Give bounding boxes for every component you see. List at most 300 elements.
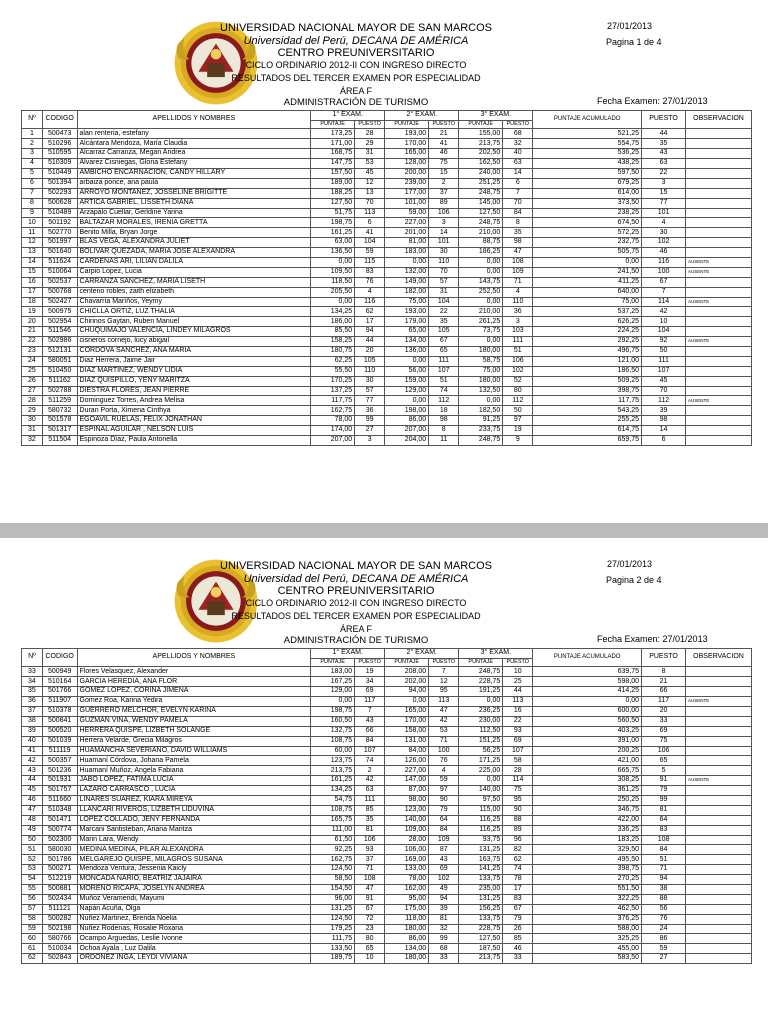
cell-exam3-score: 91,25	[459, 416, 503, 426]
cell-exam3-score: 58,75	[459, 356, 503, 366]
cell-exam2-rank: 37	[429, 188, 459, 198]
center-name: CENTRO PREUNIVERSITARIO	[277, 47, 435, 59]
cell-exam3-score: 210,00	[459, 228, 503, 238]
cell-exam1-rank: 41	[355, 228, 385, 238]
cell-final-rank: 70	[642, 386, 686, 396]
cell-observation	[686, 845, 752, 855]
cell-observation	[686, 766, 752, 776]
cell-final-rank: 63	[642, 159, 686, 169]
cell-exam3-rank: 28	[503, 766, 533, 776]
cell-exam1-score: 160,50	[311, 716, 355, 726]
cell-observation	[686, 149, 752, 159]
cell-final-rank: 112	[642, 396, 686, 406]
cell-exam1-score: 179,25	[311, 924, 355, 934]
cell-exam1-rank: 62	[355, 307, 385, 317]
cell-exam2-rank: 12	[429, 677, 459, 687]
cell-exam3-score: 0,00	[459, 337, 503, 347]
cell-exam2-rank: 81	[429, 914, 459, 924]
cell-exam1-rank: 63	[355, 786, 385, 796]
table-row	[22, 159, 752, 169]
table-row	[22, 706, 752, 716]
cell-exam2-score: 75,00	[385, 297, 429, 307]
cell-exam2-score: 134,00	[385, 944, 429, 954]
cell-exam1-rank: 53	[355, 159, 385, 169]
cell-exam1-score: 85,50	[311, 327, 355, 337]
cell-name: Ocampo Arguedas, Leslie Ivonne	[77, 934, 311, 944]
cell-exam1-score: 0,00	[311, 697, 355, 707]
cell-exam1-score: 165,75	[311, 815, 355, 825]
cell-exam1-rank: 23	[355, 924, 385, 934]
cell-total: 224,25	[533, 327, 642, 337]
cell-final-rank: 15	[642, 188, 686, 198]
cell-code: 500282	[42, 914, 77, 924]
cell-exam1-rank: 36	[355, 406, 385, 416]
cell-exam3-rank: 113	[503, 697, 533, 707]
cell-observation	[686, 287, 752, 297]
cell-exam3-rank: 71	[503, 277, 533, 287]
cell-name: Carpio Lopez, Lucia	[77, 267, 311, 277]
cell-code: 510296	[42, 139, 77, 149]
cell-code: 502537	[42, 277, 77, 287]
cell-num: 36	[22, 697, 43, 707]
cell-exam1-rank: 72	[355, 914, 385, 924]
cell-final-rank: 51	[642, 855, 686, 865]
cell-exam3-score: 213,75	[459, 954, 503, 964]
cell-name: CÓRDOVA SÁNCHEZ, ANA MARÍA	[77, 346, 311, 356]
cell-exam2-rank: 94	[429, 894, 459, 904]
table-row	[22, 944, 752, 954]
cell-final-rank: 59	[642, 944, 686, 954]
cell-exam2-rank: 89	[429, 198, 459, 208]
cell-name: Duran Porta, Ximena Cinthya	[77, 406, 311, 416]
cell-total: 421,00	[533, 756, 642, 766]
cell-exam1-score: 78,00	[311, 416, 355, 426]
cell-exam2-rank: 69	[429, 865, 459, 875]
cell-exam3-rank: 36	[503, 307, 533, 317]
cell-exam3-rank: 25	[503, 677, 533, 687]
cell-exam3-rank: 107	[503, 746, 533, 756]
cell-name: LINARES SUAREZ, KIARA MIREYA	[77, 795, 311, 805]
table-row	[22, 786, 752, 796]
cell-exam2-score: 106,00	[385, 845, 429, 855]
cell-name: Marin Lara, Wendy	[77, 835, 311, 845]
cell-final-rank: 24	[642, 924, 686, 934]
cell-exam1-score: 132,75	[311, 726, 355, 736]
cell-final-rank: 35	[642, 139, 686, 149]
cell-exam2-score: 0,00	[385, 356, 429, 366]
cell-exam1-rank: 45	[355, 168, 385, 178]
cell-exam2-score: 183,00	[385, 248, 429, 258]
university-name: UNIVERSIDAD NACIONAL MAYOR DE SAN MARCOS	[220, 22, 492, 34]
cell-exam1-rank: 31	[355, 149, 385, 159]
cell-code: 500473	[42, 129, 77, 139]
cell-exam3-score: 210,00	[459, 307, 503, 317]
cell-exam1-rank: 7	[355, 706, 385, 716]
cell-exam1-score: 161,25	[311, 776, 355, 786]
cell-exam1-score: 162,75	[311, 855, 355, 865]
cell-exam2-rank: 46	[429, 149, 459, 159]
cell-code: 512219	[42, 875, 77, 885]
cell-code: 510064	[42, 267, 77, 277]
cell-exam3-rank: 85	[503, 934, 533, 944]
cell-exam3-rank: 106	[503, 356, 533, 366]
cell-exam2-rank: 31	[429, 287, 459, 297]
cell-exam1-rank: 71	[355, 865, 385, 875]
cell-exam3-rank: 84	[503, 208, 533, 218]
cell-exam2-rank: 41	[429, 139, 459, 149]
cell-exam3-rank: 63	[503, 159, 533, 169]
cell-exam1-rank: 110	[355, 366, 385, 376]
cell-final-rank: 46	[642, 248, 686, 258]
cell-exam2-score: 149,00	[385, 277, 429, 287]
cell-exam3-rank: 96	[503, 835, 533, 845]
cell-observation	[686, 317, 752, 327]
cell-exam2-rank: 84	[429, 825, 459, 835]
report-page-2	[0, 538, 768, 1024]
col-header-exam1: 1° EXAM.	[311, 649, 385, 659]
cell-code: 580030	[42, 845, 77, 855]
cell-exam3-score: 116,25	[459, 815, 503, 825]
cell-total: 496,75	[533, 346, 642, 356]
cell-num: 55	[22, 884, 43, 894]
table-row	[22, 129, 752, 139]
cell-exam3-score: 186,25	[459, 248, 503, 258]
cell-observation	[686, 178, 752, 188]
cell-exam1-rank: 104	[355, 238, 385, 248]
cell-num: 8	[22, 198, 43, 208]
col-header-score: PUNTAJE	[385, 658, 429, 667]
col-header-rank: PUESTO	[429, 658, 459, 667]
cell-exam1-score: 131,25	[311, 904, 355, 914]
cell-code: 500841	[42, 716, 77, 726]
cell-exam1-rank: 116	[355, 297, 385, 307]
cell-observation	[686, 416, 752, 426]
cell-observation	[686, 159, 752, 169]
cell-code: 510309	[42, 159, 77, 169]
cell-num: 17	[22, 287, 43, 297]
col-header-score: PUNTAJE	[459, 658, 503, 667]
table-row	[22, 376, 752, 386]
cell-num: 29	[22, 406, 43, 416]
cell-num: 10	[22, 218, 43, 228]
program-title: ADMINISTRACIÓN DE TURISMO	[283, 635, 429, 646]
cell-final-rank: 108	[642, 835, 686, 845]
cell-exam3-score: 235,00	[459, 884, 503, 894]
table-row	[22, 677, 752, 687]
cell-exam1-rank: 107	[355, 746, 385, 756]
col-header-score: PUNTAJE	[311, 658, 355, 667]
col-header-final-rank: PUESTO	[642, 111, 686, 129]
cell-exam1-score: 108,75	[311, 805, 355, 815]
cell-num: 24	[22, 356, 43, 366]
cell-exam3-rank: 4	[503, 287, 533, 297]
cell-exam3-rank: 69	[503, 736, 533, 746]
cell-name: Chirinos Gaytan, Ruben Manuel	[77, 317, 311, 327]
table-row	[22, 884, 752, 894]
cell-code: 502843	[42, 954, 77, 964]
cell-final-rank: 45	[642, 376, 686, 386]
cell-exam3-rank: 10	[503, 667, 533, 677]
cell-code: 510449	[42, 168, 77, 178]
cell-observation	[686, 356, 752, 366]
cell-exam2-rank: 67	[429, 337, 459, 347]
cell-exam3-rank: 7	[503, 188, 533, 198]
table-row	[22, 904, 752, 914]
cell-observation	[686, 346, 752, 356]
report-date: 27/01/2013	[607, 21, 653, 31]
cell-total: 551,50	[533, 884, 642, 894]
cell-exam2-rank: 109	[429, 835, 459, 845]
cell-observation	[686, 944, 752, 954]
cell-final-rank: 86	[642, 934, 686, 944]
cell-code: 502434	[42, 894, 77, 904]
cell-total: 0,00	[533, 697, 642, 707]
cell-exam2-rank: 102	[429, 875, 459, 885]
cell-exam1-rank: 10	[355, 954, 385, 964]
cell-exam1-score: 92,25	[311, 845, 355, 855]
cell-exam2-score: 56,00	[385, 366, 429, 376]
col-header-obs: OBSERVACION	[686, 111, 752, 129]
cell-code: 511660	[42, 795, 77, 805]
cell-exam2-rank: 4	[429, 766, 459, 776]
col-header-total: PUNTAJE ACUMULADO	[533, 111, 642, 129]
cell-total: 588,00	[533, 924, 642, 934]
cell-exam3-score: 145,00	[459, 198, 503, 208]
cell-exam1-score: 123,75	[311, 756, 355, 766]
cell-exam3-score: 163,75	[459, 855, 503, 865]
cell-observation	[686, 307, 752, 317]
cell-name: ESPINAL AGUILAR , NELSON LUIS	[77, 426, 311, 436]
cell-exam2-score: 202,00	[385, 677, 429, 687]
cell-code: 511504	[42, 436, 77, 446]
cell-name: Chavarría Maríños, Yeymy	[77, 297, 311, 307]
table-row	[22, 845, 752, 855]
cell-name: Alvarez Cisniegas, Gloria Estefany	[77, 159, 311, 169]
cell-observation	[686, 277, 752, 287]
cell-total: 597,50	[533, 168, 642, 178]
cell-exam2-score: 94,00	[385, 687, 429, 697]
cell-exam3-rank: 51	[503, 346, 533, 356]
cell-exam2-score: 126,00	[385, 756, 429, 766]
cell-observation	[686, 366, 752, 376]
cell-total: 329,50	[533, 845, 642, 855]
cell-code: 500628	[42, 198, 77, 208]
cell-final-rank: 77	[642, 198, 686, 208]
cell-exam1-rank: 59	[355, 248, 385, 258]
cell-exam1-rank: 108	[355, 875, 385, 885]
cell-exam2-rank: 70	[429, 267, 459, 277]
cell-total: 509,25	[533, 376, 642, 386]
cell-num: 53	[22, 865, 43, 875]
cell-exam1-rank: 77	[355, 396, 385, 406]
cell-exam1-score: 154,50	[311, 884, 355, 894]
cell-num: 18	[22, 297, 43, 307]
cell-observation	[686, 825, 752, 835]
cell-exam1-rank: 85	[355, 805, 385, 815]
cell-num: 49	[22, 825, 43, 835]
cell-exam1-rank: 3	[355, 436, 385, 446]
cell-exam3-rank: 98	[503, 238, 533, 248]
col-header-score: PUNTAJE	[311, 120, 355, 129]
table-row	[22, 168, 752, 178]
cell-exam2-score: 147,00	[385, 776, 429, 786]
cell-num: 20	[22, 317, 43, 327]
table-row	[22, 198, 752, 208]
cell-exam2-score: 169,00	[385, 855, 429, 865]
cell-exam2-score: 175,00	[385, 904, 429, 914]
table-row	[22, 188, 752, 198]
cell-exam3-score: 140,00	[459, 786, 503, 796]
cell-exam1-score: 124,50	[311, 914, 355, 924]
cell-code: 512131	[42, 346, 77, 356]
cell-total: 455,00	[533, 944, 642, 954]
cell-name: CHICLLA ORTIZ, LUZ THALIA	[77, 307, 311, 317]
cell-observation	[686, 746, 752, 756]
cell-exam1-rank: 12	[355, 178, 385, 188]
cell-code: 502954	[42, 317, 77, 327]
cell-exam3-score: 228,75	[459, 677, 503, 687]
cell-exam3-rank: 3	[503, 317, 533, 327]
cell-code: 500357	[42, 756, 77, 766]
cell-observation: AUSENTE	[686, 337, 752, 347]
cell-num: 7	[22, 188, 43, 198]
cell-final-rank: 14	[642, 426, 686, 436]
cell-exam1-rank: 80	[355, 934, 385, 944]
cell-total: 376,25	[533, 914, 642, 924]
cell-name: Napán Acuña, Olga	[77, 904, 311, 914]
cell-exam1-score: 188,25	[311, 188, 355, 198]
cell-exam2-score: 132,00	[385, 267, 429, 277]
cell-exam1-score: 51,75	[311, 208, 355, 218]
cell-exam3-rank: 26	[503, 924, 533, 934]
cell-total: 391,00	[533, 736, 642, 746]
cell-exam2-rank: 97	[429, 786, 459, 796]
cell-final-rank: 38	[642, 884, 686, 894]
cell-final-rank: 91	[642, 776, 686, 786]
cell-exam1-rank: 115	[355, 257, 385, 267]
cell-observation	[686, 795, 752, 805]
exam-date: Fecha Examen: 27/01/2013	[597, 634, 708, 644]
cell-exam3-score: 0,00	[459, 776, 503, 786]
cell-exam3-rank: 108	[503, 257, 533, 267]
cell-observation	[686, 436, 752, 446]
cell-exam2-rank: 76	[429, 756, 459, 766]
cell-name: BALTAZAR MORALES, IRENIA GRETTA	[77, 218, 311, 228]
cell-code: 511624	[42, 257, 77, 267]
cell-exam3-score: 73,75	[459, 327, 503, 337]
cell-exam2-rank: 95	[429, 687, 459, 697]
cell-final-rank: 94	[642, 875, 686, 885]
cell-final-rank: 104	[642, 327, 686, 337]
table-row	[22, 287, 752, 297]
cell-exam2-score: 86,00	[385, 416, 429, 426]
table-row	[22, 346, 752, 356]
cell-num: 22	[22, 337, 43, 347]
cell-exam2-score: 158,00	[385, 726, 429, 736]
col-header-code: CODIGO	[42, 111, 77, 129]
cell-exam2-score: 95,00	[385, 894, 429, 904]
cell-exam3-score: 180,00	[459, 346, 503, 356]
cell-name: Huamaní Córdova, Johana Pamela	[77, 756, 311, 766]
col-header-final-rank: PUESTO	[642, 649, 686, 667]
cell-code: 502788	[42, 386, 77, 396]
cell-num: 33	[22, 667, 43, 677]
cell-name: GARCIA HEREDIA, ANA FLOR	[77, 677, 311, 687]
cell-exam1-rank: 113	[355, 208, 385, 218]
cell-exam3-score: 187,50	[459, 944, 503, 954]
cell-code: 501192	[42, 218, 77, 228]
cell-name: Nuñez Martinez, Brenda Noelia	[77, 914, 311, 924]
cell-num: 28	[22, 396, 43, 406]
cell-exam1-rank: 67	[355, 904, 385, 914]
cell-exam2-rank: 65	[429, 346, 459, 356]
cell-exam2-rank: 105	[429, 327, 459, 337]
cell-code: 511121	[42, 904, 77, 914]
cell-exam3-rank: 44	[503, 687, 533, 697]
table-row	[22, 914, 752, 924]
cell-total: 398,75	[533, 386, 642, 396]
cell-num: 46	[22, 795, 43, 805]
cell-total: 373,50	[533, 198, 642, 208]
center-name: CENTRO PREUNIVERSITARIO	[277, 585, 435, 597]
cell-num: 19	[22, 307, 43, 317]
cell-code: 501236	[42, 766, 77, 776]
cell-exam2-rank: 33	[429, 954, 459, 964]
cell-code: 511119	[42, 746, 77, 756]
cell-total: 232,75	[533, 238, 642, 248]
cell-exam2-score: 0,00	[385, 697, 429, 707]
cell-num: 51	[22, 845, 43, 855]
cell-exam1-rank: 99	[355, 416, 385, 426]
cell-exam1-score: 63,00	[311, 238, 355, 248]
cell-name: LLANCARI RIVEROS, LIZBETH LIDUVINA	[77, 805, 311, 815]
cell-name: DIAZ MARTINEZ, WENDY LIDIA	[77, 366, 311, 376]
cell-observation	[686, 904, 752, 914]
cell-name: Benito Milla, Bryan Jorge	[77, 228, 311, 238]
table-row	[22, 327, 752, 337]
cell-final-rank: 6	[642, 436, 686, 446]
cell-exam2-score: 162,00	[385, 884, 429, 894]
cell-exam1-rank: 19	[355, 667, 385, 677]
cell-name: JABO LOPEZ, FATIMA LUCIA	[77, 776, 311, 786]
page-number: Pagina 1 de 4	[606, 37, 662, 47]
cell-num: 45	[22, 786, 43, 796]
cell-num: 56	[22, 894, 43, 904]
table-row	[22, 228, 752, 238]
cell-code: 502300	[42, 835, 77, 845]
cell-exam2-rank: 112	[429, 396, 459, 406]
cell-code: 501640	[42, 248, 77, 258]
cell-final-rank: 65	[642, 756, 686, 766]
cell-exam1-score: 186,00	[311, 317, 355, 327]
cell-exam3-score: 116,25	[459, 825, 503, 835]
cell-exam1-score: 167,25	[311, 677, 355, 687]
cell-exam3-rank: 8	[503, 218, 533, 228]
col-header-name: APELLIDOS Y NOMBRES	[77, 111, 311, 129]
cell-exam3-rank: 95	[503, 795, 533, 805]
col-header-exam3: 3° EXAM.	[459, 111, 533, 121]
cell-code: 510489	[42, 208, 77, 218]
program-title: ADMINISTRACIÓN DE TURISMO	[283, 97, 429, 108]
cell-final-rank: 106	[642, 746, 686, 756]
cell-num: 37	[22, 706, 43, 716]
cell-exam2-score: 208,00	[385, 667, 429, 677]
cell-exam1-rank: 69	[355, 687, 385, 697]
cell-exam3-rank: 33	[503, 954, 533, 964]
cell-exam3-rank: 67	[503, 904, 533, 914]
table-row	[22, 815, 752, 825]
cell-exam3-rank: 88	[503, 815, 533, 825]
